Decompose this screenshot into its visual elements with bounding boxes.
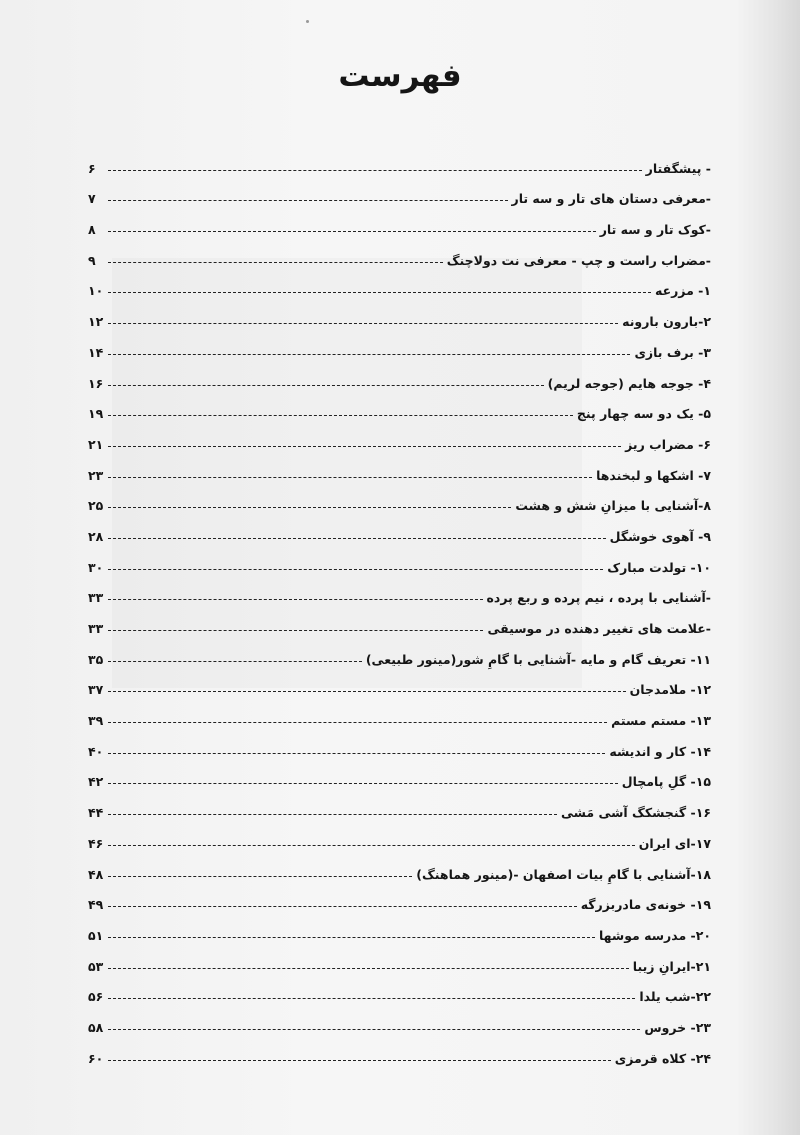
dash-leader: [108, 814, 557, 815]
toc-entry-page-number: ۳۹: [88, 713, 104, 729]
toc-entry-page-number: ۶۰: [88, 1050, 104, 1066]
toc-entry-label: ۲۳- خروس: [644, 1019, 711, 1035]
toc-entry-label: ۳- برف بازی: [634, 344, 711, 360]
toc-entry: [88, 1035, 711, 1066]
dash-leader: [108, 722, 607, 723]
dash-leader: [108, 262, 443, 263]
toc-entry-label: -علامت های تغییر دهنده در موسیقی: [487, 621, 711, 636]
dash-leader: [108, 1060, 611, 1061]
toc-entry-label: ۱۴- کار و اندیشه: [609, 743, 711, 759]
toc-entry-label: ۶- مضراب ریز: [625, 436, 711, 452]
toc-entry-page-number: ۱۹: [88, 406, 104, 422]
toc-entry-page-number: ۱۶: [88, 375, 104, 391]
toc-entry-page-number: ۹: [88, 252, 96, 268]
toc-entry-page-number: ۵۸: [88, 1019, 104, 1035]
dash-leader: [108, 845, 635, 846]
dash-leader: [108, 231, 596, 232]
toc-entry-label: -معرفی دستان های تار و سه تار: [511, 191, 711, 207]
dash-leader: [108, 292, 651, 293]
toc-entry: [88, 145, 711, 176]
dash-leader: [108, 385, 544, 386]
toc-entry: [88, 912, 711, 943]
toc-entry: [88, 176, 711, 207]
toc-entry-page-number: ۲۱: [88, 436, 104, 452]
toc-entry-label: ۱۷-ای ایران: [638, 835, 711, 851]
toc-entry: [88, 360, 711, 391]
dash-leader: [108, 998, 635, 999]
dash-leader: [108, 477, 592, 478]
toc-entry-page-number: ۴۹: [88, 897, 104, 913]
toc-entry-page-number: ۸: [88, 222, 96, 238]
dash-leader: [108, 1029, 640, 1030]
toc-entry-page-number: ۶: [88, 160, 96, 176]
toc-entry-page-number: ۳۳: [88, 590, 104, 606]
toc-entry: [88, 759, 711, 790]
toc-entry-page-number: ۴۲: [88, 774, 104, 790]
dash-leader: [108, 599, 483, 600]
toc-entry: [88, 206, 711, 237]
dash-leader: [108, 937, 595, 938]
toc-entry: [88, 851, 711, 882]
toc-entry: [88, 544, 711, 575]
dash-leader: [108, 323, 618, 324]
toc-entry-page-number: ۱۲: [88, 314, 104, 330]
toc-entry: [88, 789, 711, 820]
dash-leader: [108, 968, 629, 969]
toc-entry-label: ۲۰- مدرسه موشها: [598, 927, 711, 943]
toc-entry-label: ۱۱- تعریف گام و مایه -آشنایی با گامِ شور(مینور طبیعی): [365, 651, 711, 667]
toc-entry: [88, 820, 711, 851]
dash-leader: [108, 446, 621, 447]
dash-leader: [108, 876, 412, 877]
toc-entry-label: -کوک تار و سه تار: [599, 222, 711, 238]
toc-entry-label: ۱- مزرعه: [654, 283, 711, 299]
toc-entry-page-number: ۲۳: [88, 467, 104, 483]
toc-entry-page-number: ۴۶: [88, 835, 104, 851]
toc-entry-page-number: ۱۰: [88, 283, 104, 299]
toc-entry-label: ۴- جوجه هایم (جوجه لریم): [547, 375, 711, 391]
dash-leader: [108, 753, 605, 754]
toc-entry-label: ۱۸-آشنایی با گامِ بیات اصفهان -(مینور هماهنگ): [416, 866, 711, 882]
toc-entry-label: -آشنایی با پرده ، نیم پرده و ربع پرده: [486, 590, 711, 606]
dash-leader: [108, 569, 603, 570]
toc-entry: [88, 268, 711, 299]
dash-leader: [108, 661, 362, 662]
toc-entry-page-number: ۵۶: [88, 989, 104, 1005]
toc-entry-page-number: ۵۳: [88, 958, 104, 974]
toc-entry-label: ۲-بارون بارونه: [622, 314, 711, 330]
toc-entry-label: ۱۵- گلِ پامچال: [621, 774, 711, 790]
toc-entry-page-number: ۳۰: [88, 559, 104, 575]
toc-entry-label: ۱۰- تولدت مبارک: [607, 559, 711, 575]
toc-entry-page-number: ۵۱: [88, 927, 104, 943]
toc-entry: [88, 452, 711, 483]
toc-entry-label: ۵- یک دو سه چهار پنج: [576, 406, 711, 422]
page-title: فهرست: [338, 58, 462, 94]
dash-leader: [108, 538, 606, 539]
dash-leader: [108, 783, 618, 784]
toc-entry-page-number: ۷: [88, 191, 96, 207]
toc-entry-page-number: ۴۰: [88, 743, 104, 759]
toc-entry-page-number: ۲۵: [88, 498, 104, 514]
toc-entry: [88, 882, 711, 913]
toc-entry-page-number: ۳۳: [88, 621, 104, 636]
toc-entry: [88, 728, 711, 759]
toc-entry: [88, 974, 711, 1005]
dash-leader: [108, 415, 573, 416]
dash-leader: [108, 906, 577, 907]
toc-entry: [88, 421, 711, 452]
toc-entry: [88, 298, 711, 329]
toc-entry-label: ۱۹- خونه‌ی مادربزرگه: [580, 897, 711, 913]
toc-entry-page-number: ۳۷: [88, 682, 104, 698]
toc-entry-page-number: ۲۸: [88, 528, 104, 544]
toc-entry: [88, 513, 711, 544]
toc-entry: [88, 605, 711, 636]
toc-entry-label: ۸-آشنایی با میزانِ شش و هشت: [515, 498, 711, 514]
toc-entry-label: ۷- اشکها و لبخندها: [596, 467, 711, 483]
table-of-contents: [88, 145, 711, 1066]
toc-entry-label: -مضراب راست و چپ - معرفی نت دولاچنگ: [446, 252, 711, 268]
dash-leader: [108, 507, 511, 508]
toc-entry: [88, 667, 711, 698]
dash-leader: [108, 691, 626, 692]
toc-entry: [88, 329, 711, 360]
toc-entry-label: ۲۴- کلاه قرمزی: [614, 1050, 711, 1066]
toc-entry-label: ۱۲- ملامدجان: [629, 682, 711, 698]
dash-leader: [108, 630, 483, 631]
toc-entry-label: - پیشگفتار: [645, 160, 711, 176]
toc-entry: [88, 943, 711, 974]
dash-leader: [108, 354, 630, 355]
toc-entry-page-number: ۱۴: [88, 344, 104, 360]
dash-leader: [108, 170, 642, 171]
toc-entry: [88, 391, 711, 422]
toc-entry: [88, 697, 711, 728]
toc-entry: [88, 575, 711, 606]
toc-entry-page-number: ۴۴: [88, 805, 104, 821]
toc-entry-page-number: ۳۵: [88, 651, 104, 667]
toc-entry: [88, 237, 711, 268]
dash-leader: [108, 200, 508, 201]
toc-entry: [88, 636, 711, 667]
toc-entry-label: ۱۶- گنجشکگ آشی مَشی: [560, 805, 711, 821]
speck: [306, 20, 309, 23]
toc-entry-label: ۱۳- مستم مستم: [611, 713, 711, 729]
toc-entry-page-number: ۴۸: [88, 866, 104, 882]
toc-entry-label: ۲۲-شب یلدا: [639, 989, 711, 1005]
toc-entry-label: ۹- آهوی خوشگل: [609, 528, 711, 544]
toc-entry: [88, 483, 711, 514]
toc-entry-label: ۲۱-ایرانِ زیبا: [632, 958, 711, 974]
toc-entry: [88, 1004, 711, 1035]
